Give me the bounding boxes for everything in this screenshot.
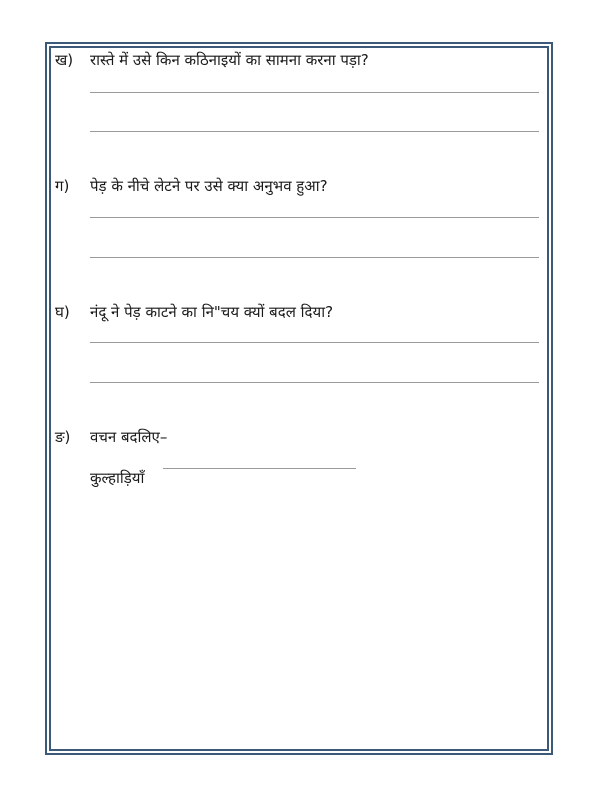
question-number: घ) bbox=[55, 303, 70, 321]
answer-line[interactable] bbox=[90, 257, 539, 258]
question-number: ङ) bbox=[55, 428, 71, 446]
question-text: रास्ते में उसे किन कठिनाइयों का सामना करना पड़ा? bbox=[90, 51, 369, 69]
answer-line[interactable] bbox=[90, 382, 539, 383]
exercise-word: कुल्हाड़ियाँ bbox=[90, 469, 145, 487]
answer-line[interactable] bbox=[90, 131, 539, 132]
answer-line[interactable] bbox=[90, 92, 539, 93]
page-border-inner bbox=[49, 46, 549, 751]
question-text: वचन बदलिए– bbox=[90, 428, 168, 446]
question-number: ख) bbox=[55, 51, 74, 69]
question-text: नंदू ने पेड़ काटने का नि"चय क्यों बदल दिया? bbox=[90, 303, 334, 321]
answer-line[interactable] bbox=[90, 342, 539, 343]
answer-line[interactable] bbox=[163, 468, 356, 469]
question-number: ग) bbox=[55, 177, 70, 195]
answer-line[interactable] bbox=[90, 217, 539, 218]
question-text: पेड़ के नीचे लेटने पर उसे क्या अनुभव हुआ? bbox=[90, 177, 328, 195]
